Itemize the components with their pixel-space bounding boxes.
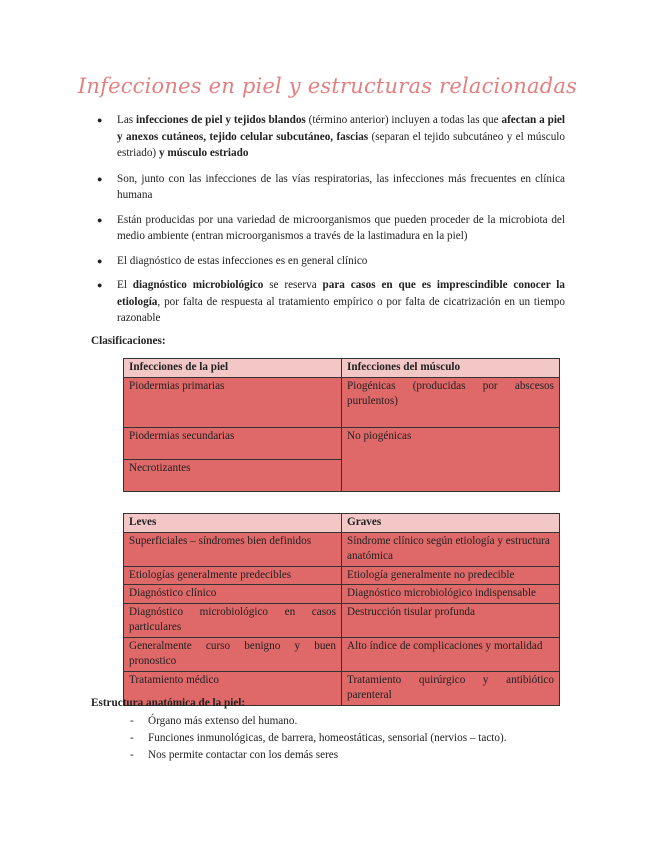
table-cell: Síndrome clínico según etiología y estructura anatómica: [342, 532, 560, 566]
estructura-heading: Estructura anatómica de la piel:: [91, 697, 246, 709]
table-cell: Piodermias primarias: [124, 377, 342, 427]
table-header-cell: Infecciones de la piel: [124, 359, 342, 378]
intro-bullet-list: [97, 112, 566, 335]
list-item: - Nos permite contactar con los demás seres: [130, 747, 507, 764]
bullet-icon: ●: [97, 115, 103, 125]
estructura-list: [130, 713, 507, 764]
bullet-item: ● El diagnóstico microbiológico se reserva para casos en que es imprescindible conocer la etiología, por falta de respuesta al tratamiento empírico o por falta de cicatrización en un tiempo razonable: [97, 279, 565, 324]
dash-marker: -: [130, 732, 134, 744]
table-cell: Superficiales – síndromes bien definidos: [124, 532, 342, 566]
page-title: Infecciones en piel y estructuras relacionadas: [77, 74, 578, 98]
bullet-icon: ●: [97, 280, 103, 290]
table-header-cell: Graves: [342, 514, 560, 533]
table-cell: Piodermias secundarias: [124, 427, 342, 459]
table-cell: Diagnóstico microbiológico en casos particulares: [124, 603, 342, 637]
table-cell: Tratamiento médico: [124, 671, 342, 705]
table-cell: Etiologías generalmente predecibles: [124, 566, 342, 585]
table-cell: Necrotizantes: [124, 459, 342, 491]
table-cell: Piogénicas (producidas por abscesos purulentos): [342, 377, 560, 427]
bullet-item: ● Las infecciones de piel y tejidos blandos (término anterior) incluyen a todas las que afectan a piel y anexos cutáneos, tejido celular subcutáneo, fascias (separan el tejido subcutáneo y el músculo estriado) y músculo estriado: [97, 114, 566, 159]
bullet-item: ● Son, junto con las infecciones de las vías respiratorias, las infecciones más frecuentes en clínica humana: [97, 172, 565, 201]
table-cell: Etiología generalmente no predecible: [342, 566, 560, 585]
table-header-cell: Leves: [124, 514, 342, 533]
table-cell: Tratamiento quirúrgico y antibiótico parenteral: [342, 671, 560, 705]
list-item: - Funciones inmunológicas, de barrera, homeostáticas, sensorial (nervios – tacto).: [130, 730, 507, 747]
severity-table: [123, 513, 560, 706]
dash-marker: -: [130, 715, 134, 727]
clasificaciones-heading: Clasificaciones:: [91, 335, 166, 347]
bullet-item: ● El diagnóstico de estas infecciones es en general clínico: [117, 253, 565, 270]
table-cell: Diagnóstico microbiológico indispensable: [342, 585, 560, 604]
table-cell: No piogénicas: [342, 427, 560, 491]
list-item: - Órgano más extenso del humano.: [130, 713, 507, 730]
bullet-icon: ●: [97, 255, 103, 266]
table-cell: Generalmente curso benigno y buen pronostico: [124, 637, 342, 671]
dash-marker: -: [130, 749, 134, 761]
table-cell: Destrucción tisular profunda: [342, 603, 560, 637]
bullet-icon: ●: [97, 214, 103, 225]
bullet-item: ● Están producidas por una variedad de microorganismos que pueden proceder de la microbiota del medio ambiente (entran microorganismos a través de la lastimadura en la piel): [97, 213, 565, 242]
bullet-icon: ●: [97, 173, 103, 184]
table-cell: Diagnóstico clínico: [124, 585, 342, 604]
table-header-cell: Infecciones del músculo: [342, 359, 560, 378]
table-cell: Alto índice de complicaciones y mortalidad: [342, 637, 560, 671]
infection-location-table: [123, 358, 560, 492]
